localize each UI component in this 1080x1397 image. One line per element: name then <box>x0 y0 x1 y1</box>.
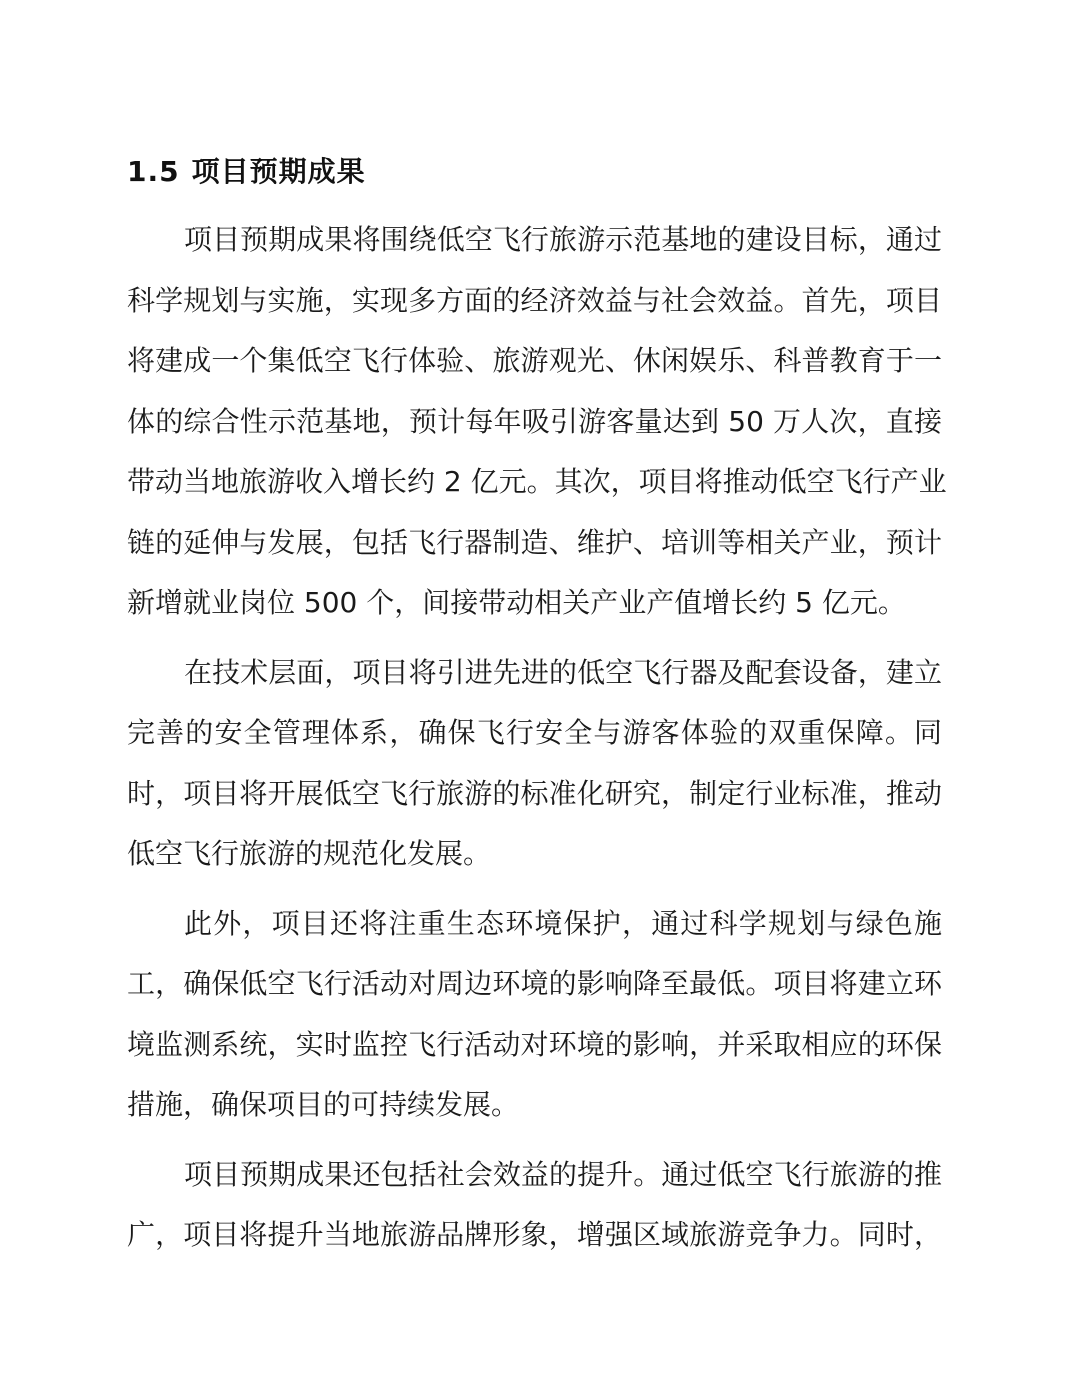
paragraph-line: 带动当地旅游收入增长约 2 亿元。其次，项目将推动低空飞行产业 <box>127 465 947 498</box>
paragraph-line: 工，确保低空飞行活动对周边环境的影响降至最低。项目将建立环 <box>127 967 942 1000</box>
paragraph-line: 项目预期成果还包括社会效益的提升。通过低空飞行旅游的推 <box>184 1157 942 1191</box>
paragraph-line: 将建成一个集低空飞行体验、旅游观光、休闲娱乐、科普教育于一 <box>127 344 942 377</box>
paragraph-economic-benefits <box>127 210 957 634</box>
paragraph-line: 措施，确保项目的可持续发展。 <box>127 1088 520 1121</box>
section-title: 项目预期成果 <box>191 155 366 188</box>
paragraph-line: 在技术层面，项目将引进先进的低空飞行器及配套设备，建立 <box>184 655 942 689</box>
paragraph-line: 完善的安全管理体系，确保飞行安全与游客体验的双重保障。同 <box>127 716 942 749</box>
section-number: 1.5 <box>127 155 180 188</box>
paragraph-line: 项目预期成果将围绕低空飞行旅游示范基地的建设目标，通过 <box>184 223 942 256</box>
paragraph-line: 广，项目将提升当地旅游品牌形象，增强区域旅游竞争力。同时， <box>127 1218 942 1251</box>
paragraph-line: 新增就业岗位 500 个，间接带动相关产业产值增长约 5 亿元。 <box>127 586 906 619</box>
paragraph-environment <box>127 894 957 1136</box>
paragraph-line: 境监测系统，实时监控飞行活动对环境的影响，并采取相应的环保 <box>127 1027 942 1061</box>
paragraph-social-benefits <box>127 1145 957 1266</box>
body-text <box>127 210 957 1275</box>
paragraph-line: 体的综合性示范基地，预计每年吸引游客量达到 50 万人次，直接 <box>127 404 942 438</box>
paragraph-line: 链的延伸与发展，包括飞行器制造、维护、培训等相关产业，预计 <box>127 525 942 559</box>
paragraph-line: 科学规划与实施，实现多方面的经济效益与社会效益。首先，项目 <box>127 283 942 317</box>
paragraph-line: 时，项目将开展低空飞行旅游的标准化研究，制定行业标准，推动 <box>127 776 942 810</box>
paragraph-line: 此外，项目还将注重生态环境保护，通过科学规划与绿色施 <box>184 906 942 940</box>
section-heading <box>127 152 366 192</box>
paragraph-technology <box>127 643 957 885</box>
paragraph-line: 低空飞行旅游的规范化发展。 <box>127 837 492 870</box>
